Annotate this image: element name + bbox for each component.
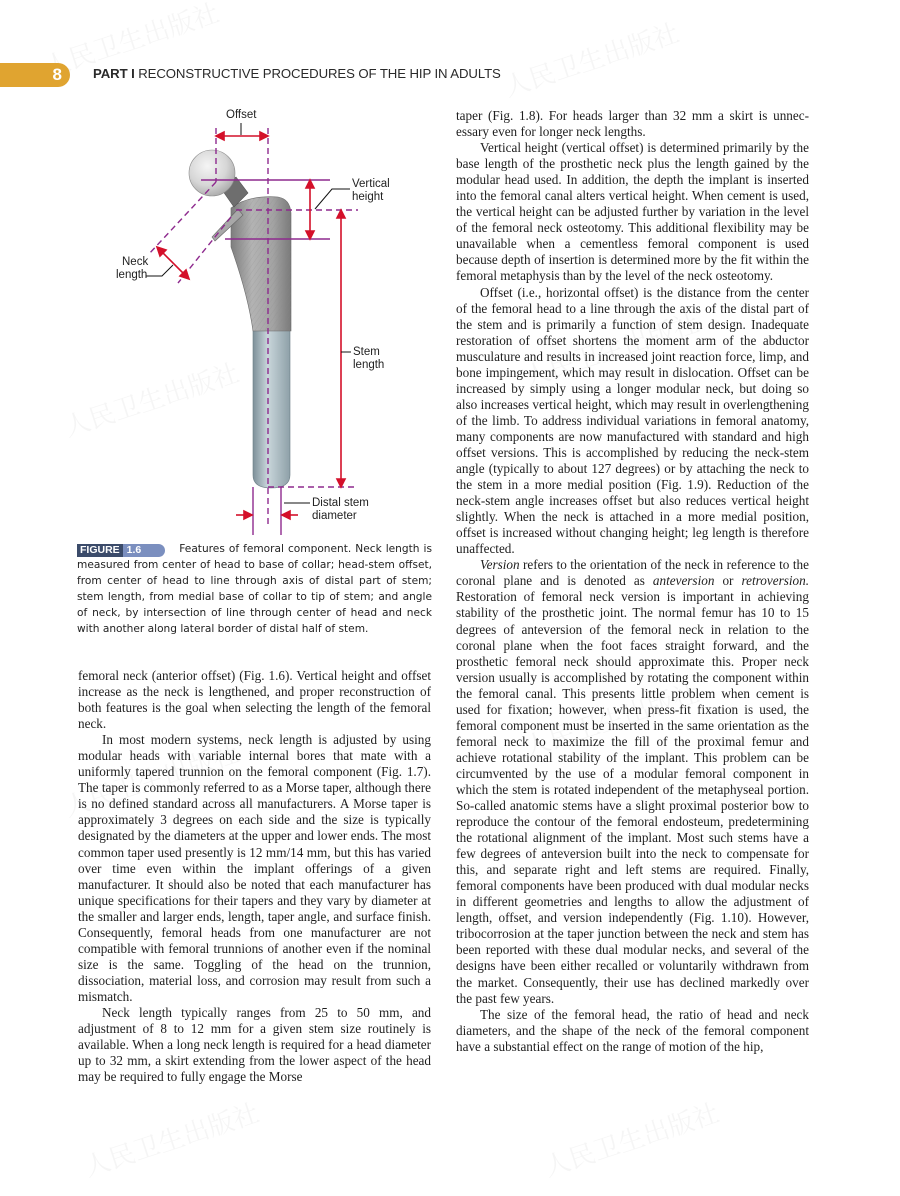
part-title: RECONSTRUCTIVE PROCEDURES OF THE HIP IN ADULTS — [138, 66, 501, 81]
stem-length-label-line2: length — [353, 359, 385, 371]
watermark — [79, 1093, 264, 1184]
neck-length-label-line1: Neck — [122, 256, 149, 268]
paragraph: The size of the femoral head, the ratio of head and neck diameters, and the shape of the neck of the femoral component have a substantial effect on the range of motion of the hip, — [456, 1006, 809, 1054]
paragraph: Neck length typically ranges from 25 to 50 mm, and adjustment of 8 to 12 mm for a given stem size routinely is available. When a long neck length is required for a head diameter up to 32 mm, a skirt extending from the lower aspect of the head may be required to fully engage the Morse — [78, 1004, 431, 1085]
paragraph: Vertical height (vertical offset) is determined primarily by the base length of the prosthetic neck plus the length gained by the modular head used. In addition, the depth the implant is inserted into the femoral canal alters vertical height. When cement is used, the vertical height can be adjusted further by variation in the level of the femoral neck osteotomy. This additional flexibility may be unavailable when a cementless femoral component is used because depth of insertion is determined more by the fit within the femoral metaphysis than by the level of the neck osteotomy. — [456, 140, 809, 284]
right-column — [456, 108, 809, 1055]
figure-caption-text: Features of femoral component. Neck length is measured from center of head to base of collar; head-stem offset, from center of head to line through axis of distal part of stem; stem length, from medial base of collar to tip of stem; and angle of neck, by intersection of line through center of head and neck with another along lateral border of distal half of stem. — [77, 543, 432, 636]
running-header — [0, 62, 900, 90]
part-label: PART I — [93, 66, 135, 81]
vertical-height-label-line2: height — [352, 191, 384, 203]
watermark — [539, 1093, 724, 1184]
figure-badge — [77, 542, 165, 555]
paragraph-version: Version refers to the orientation of the neck in reference to the coronal plane and is denoted as anteversion or retroversion. Restoration of femoral neck version is important in achieving stability of the prosthetic joint. The normal femur has 10 to 15 degrees of anteversion of the femoral neck in relation to the coronal plane when the foot faces straight forward, and the prosthetic femoral neck should approximate this. Proper neck version usually is accomplished by rotating the component within the femoral canal. This presents little problem when cement is used for fixation; however, when press-fit fixation is used, the femoral component must be inserted in the same orientation as the femoral neck to maximize the fill of the proximal femur and achieve rotational stability of the implant. This problem can be circumvented by the use of a modular femoral component in which the stem is rotated independent of the metaphyseal portion. So-called anatomic stems have a slight proximal posterior bow to reproduce the contour of the femoral endosteum, predetermining the rotational alignment of the implant. Most such stems have a few degrees of anteversion built into the neck to compensate for this, and separate right and left stems are required. Finally, femoral components have been produced with dual modular necks in different geometries and lengths to allow the adjustment of length, offset, and version independently (Fig. 1.10). However, tribocorrosion at the taper junction between the neck and stem has been reported with these dual modular necks, and several of the designs have been either recalled or voluntarily withdrawn from the market. Consequently, their use has declined markedly over the past few years. — [456, 557, 809, 1006]
figure-badge-label: FIGURE — [77, 544, 123, 557]
vertical-height-label-line1: Vertical — [352, 178, 390, 190]
neck-length-label-line2: length — [116, 269, 148, 281]
page-number-tab — [0, 63, 70, 87]
italic-term-anteversion: anteversion — [652, 573, 715, 589]
left-column — [78, 668, 431, 1085]
distal-stem-diameter-label-line1: Distal stem — [312, 497, 369, 509]
paragraph: femoral neck (anterior offset) (Fig. 1.6). Vertical height and offset increase as the neck is lengthened, and proper reconstruction of both features is the goal when selecting the length of the femoral neck. — [78, 668, 431, 732]
figure-caption — [77, 541, 432, 638]
watermark — [499, 13, 684, 104]
stem-length-label-line1: Stem — [353, 346, 380, 358]
figure-femoral-component — [100, 105, 440, 535]
paragraph: Offset (i.e., horizontal offset) is the distance from the center of the femoral head to a line through the axis of the distal part of the stem and is primarily a function of stem design. Inadequate restoration of offset shortens the moment arm of the abductor musculature and results in increased joint reaction force, limp, and bone impingement, which may result in dislocation. Offset can be increased by simply using a longer modular neck, but doing so also increases vertical height, which may result in overlengthening of the limb. To address individual variations in femoral anatomy, many components are now manufactured with standard and high offset versions. This is accomplished by reducing the neck-stem angle (typically to about 127 degrees) or by attaching the neck to the stem in a more medial position (Fig. 1.9). Reduction of the neck-stem angle increases offset but also reduces vertical height slightly. When the neck is attached in a more medial position, offset is increased without changing height; leg length is therefore unaffected. — [456, 284, 809, 557]
paragraph: taper (Fig. 1.8). For heads larger than 32 mm a skirt is unnecessary even for longer neck lengths. — [456, 108, 809, 140]
italic-term-retroversion: retroversion. — [741, 573, 809, 589]
distal-stem-diameter-label-line2: diameter — [312, 510, 357, 522]
figure-badge-number: 1.6 — [123, 544, 166, 557]
running-head-title — [93, 66, 501, 81]
italic-term-version: Version — [480, 557, 520, 573]
page-number: 8 — [52, 65, 62, 84]
paragraph: In most modern systems, neck length is adjusted by using modular heads with variable internal bores that mate with a uniformly tapered trunnion on the femoral component (Fig. 1.7). The taper is commonly referred to as a Morse taper, although there is no defined standard across all manufacturers. A Morse taper is approximately 3 degrees on each side and the size is typically designated by the diameters at the upper and lower ends. The most common taper used presently is 12 mm/14 mm, but this has varied over time even within the implant offerings of a given manufacturer. It should also be noted that each manufacturer has unique specifications for their tapers and they vary by diameter at the smaller and larger ends, length, taper angle, and surface finish. Consequently, femoral heads from one manufacturer are not compatible with femoral trunnions of another even if the nominal size is the same. Toggling of the head on the trunnion, dissociation, material loss, and corrosion may result from such a mismatch. — [78, 732, 431, 1004]
femoral-component-illustration — [100, 105, 440, 535]
offset-label: Offset — [226, 109, 257, 121]
